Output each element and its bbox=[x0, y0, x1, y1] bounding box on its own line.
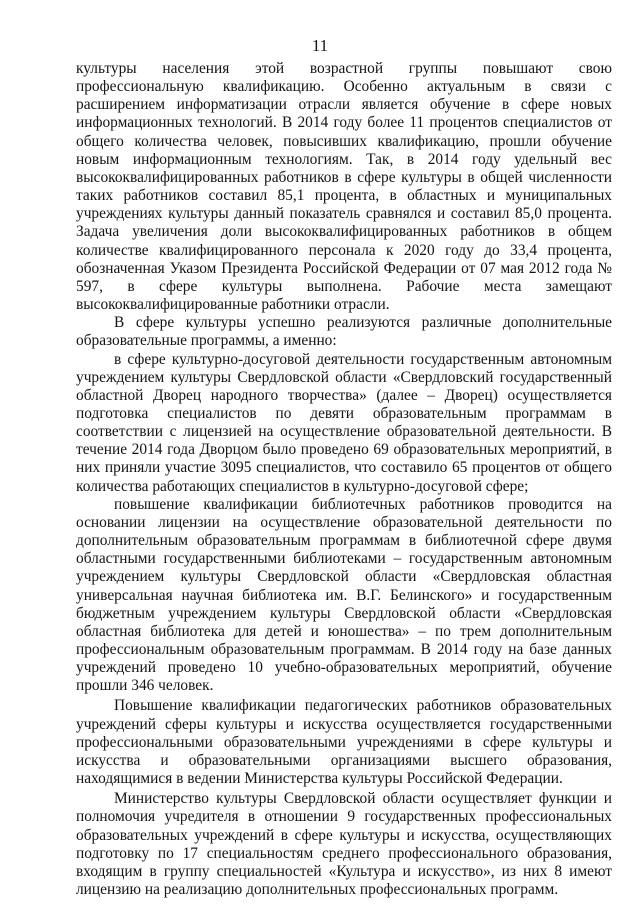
paragraph-library-workers: повышение квалификации библиотечных работников проводится на основании лицензии на осуществление образовательной деятельности по дополнительным образовательным программам в библиотечной сфере двумя областными государственными библиотеками – государственным автономным учреждением культуры Свердловской области «Свердловская областная универсальная научная библиотека им. В.Г. Белинского» и государственным бюджетным учреждением культуры Свердловской области «Свердловская областная библиотека для детей и юношества» – по трем дополнительным профессиональным образовательным программам. В 2014 году на базе данных учреждений проведено 10 учебно-образовательных мероприятий, обучение прошли 346 человек. bbox=[76, 495, 612, 695]
body-text bbox=[76, 60, 612, 899]
page-number: 11 bbox=[311, 36, 329, 55]
paragraph-palace-of-folk-art: в сфере культурно-досуговой деятельности государственным автономным учреждением культуры Свердловской области «Свердловский государственный областной Дворец народного творчества» (далее – Дворец) осуществляется подготовка специалистов по девяти образовательным программам в соответствии с лицензией на осуществление образовательной деятельности. В течение 2014 года Дворцом было проведено 69 образовательных мероприятий, в них приняли участие 3095 специалистов, что составило 65 процентов от общего количества работающих специалистов в культурно-досуговой сфере; bbox=[76, 350, 612, 495]
paragraph-ministry-founder: Министерство культуры Свердловской области осуществляет функции и полномочия учредителя в отношении 9 государственных профессиональных образовательных учреждений в сфере культуры и искусства, осуществляющих подготовку по 17 специальностям среднего профессионального образования, входящим в группу специальностей «Культура и искусство», из них 8 имеют лицензию на реализацию дополнительных профессиональных программ. bbox=[76, 790, 612, 899]
paragraph-qualification-stats: культуры населения этой возрастной группы повышают свою профессиональную квалификацию. Особенно актуальным в связи с расширением информатизации отрасли является обучение в сфере новых информационных технологий. В 2014 году более 11 процентов специалистов от общего количества человек, повысивших квалификацию, прошли обучение новым информационным технологиям. Так, в 2014 году удельный вес высококвалифицированных работников в сфере культуры в общей численности таких работников составил 85,1 процента, в областных и муниципальных учреждениях культуры данный показатель сравнялся и составил 85,0 процента. Задача увеличения доли высококвалифицированных работников в общем количестве квалифицированного персонала к 2020 году до 33,4 процента, обозначенная Указом Президента Российской Федерации от 07 мая 2012 года № 597, в сфере культуры выполнена. Рабочие места замещают высококвалифицированные работники отрасли. bbox=[76, 60, 612, 314]
paragraph-teacher-training: Повышение квалификации педагогических работников образовательных учреждений сферы культуры и искусства осуществляется государственными профессиональными образовательными учреждениями в сфере культуры и искусства и образовательными организациями высшего образования, находящимися в ведении Министерства культуры Российской Федерации. bbox=[76, 697, 612, 788]
paragraph-additional-programs-intro: В сфере культуры успешно реализуются различные дополнительные образовательные программы, а именно: bbox=[76, 314, 612, 350]
